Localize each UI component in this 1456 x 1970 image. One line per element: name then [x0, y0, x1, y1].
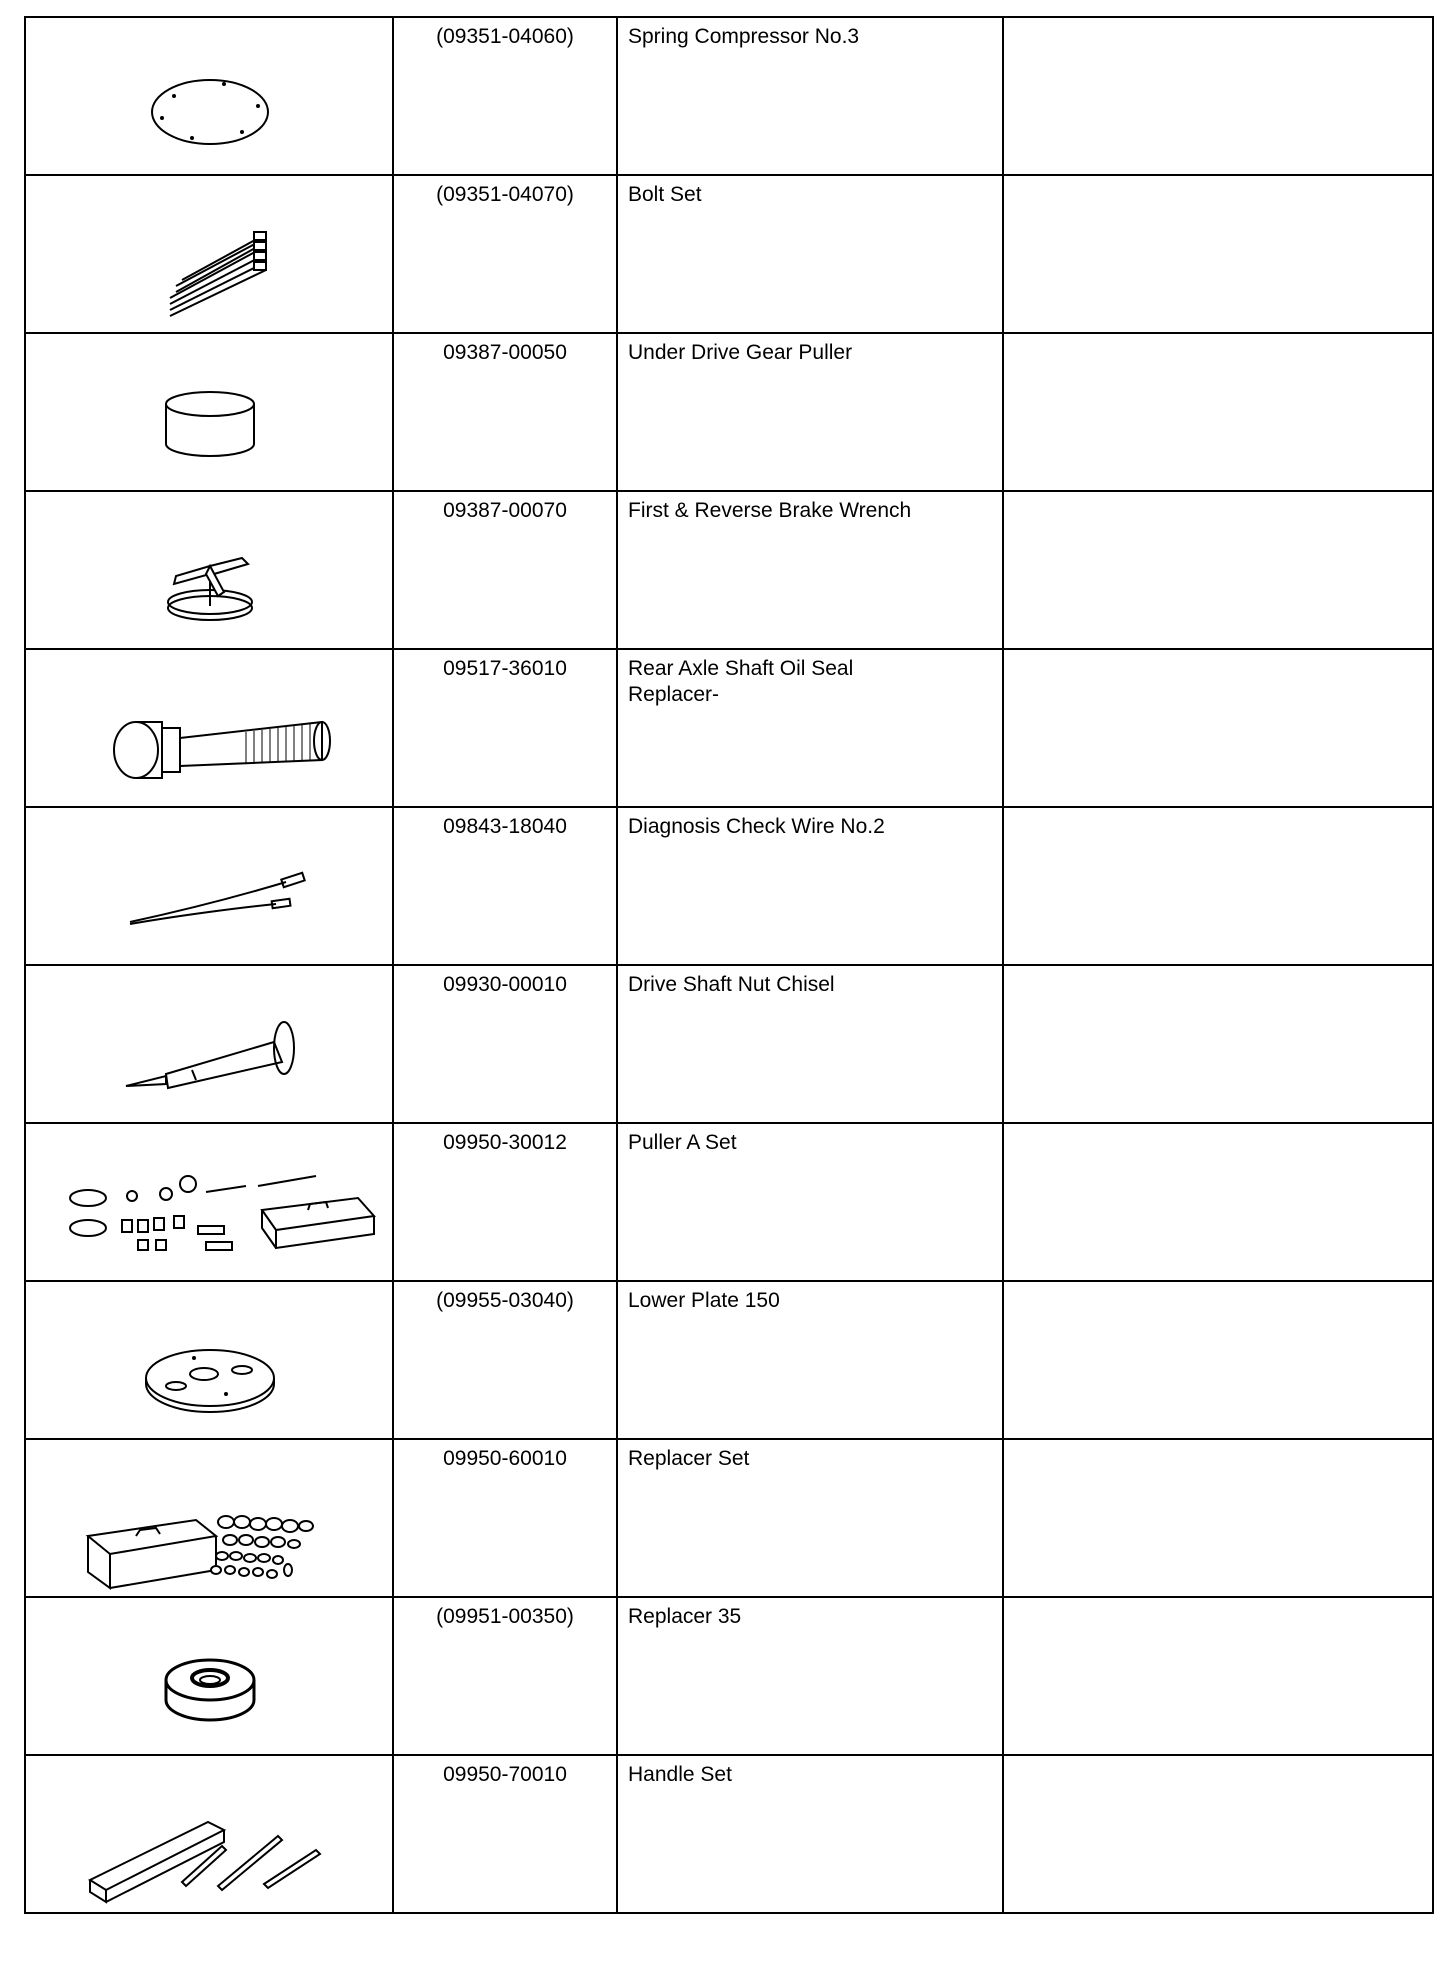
note-cell [1003, 1597, 1433, 1755]
part-number: (09351-04060) [436, 25, 574, 48]
tool-name-cell [617, 491, 1003, 649]
tool-name: First & Reverse Brake Wrench [628, 499, 912, 522]
part-number: 09950-30012 [443, 1131, 567, 1154]
special-service-tools-table [24, 16, 1434, 1914]
tool-name-cell [617, 175, 1003, 333]
note-cell [1003, 491, 1433, 649]
tool-name-cell [617, 1597, 1003, 1755]
bolt-bundle-icon [26, 176, 392, 336]
tool-name: Puller A Set [628, 1131, 737, 1154]
part-number: 09387-00070 [443, 499, 567, 522]
part-number-cell [393, 333, 617, 491]
table-row [25, 491, 1433, 649]
tool-name-cell [617, 333, 1003, 491]
note-cell [1003, 807, 1433, 965]
tool-name-cell [617, 17, 1003, 175]
note-cell [1003, 1281, 1433, 1439]
illustration-cell [25, 1281, 393, 1439]
tool-name: Drive Shaft Nut Chisel [628, 973, 835, 996]
disc-plate-icon [26, 18, 392, 178]
part-number: 09950-60010 [443, 1447, 567, 1470]
table-row [25, 807, 1433, 965]
tool-name-cell [617, 1281, 1003, 1439]
note-cell [1003, 175, 1433, 333]
tool-name-cell [617, 965, 1003, 1123]
note-cell [1003, 1123, 1433, 1281]
illustration-cell [25, 1755, 393, 1913]
tool-name: Replacer 35 [628, 1605, 742, 1628]
check-wire-icon [26, 808, 392, 968]
illustration-cell [25, 175, 393, 333]
illustration-cell [25, 965, 393, 1123]
table-row [25, 333, 1433, 491]
tool-name-cell [617, 807, 1003, 965]
table-row [25, 649, 1433, 807]
tool-name-cell [617, 1123, 1003, 1281]
tool-name-cell [617, 1755, 1003, 1913]
part-number-cell [393, 17, 617, 175]
handle-set-icon [26, 1756, 392, 1916]
illustration-cell [25, 1597, 393, 1755]
ring-sleeve-icon [26, 334, 392, 494]
note-cell [1003, 649, 1433, 807]
table-row [25, 1597, 1433, 1755]
lower-plate-icon [26, 1282, 392, 1442]
part-number: 09387-00050 [443, 341, 567, 364]
tool-name-cell [617, 1439, 1003, 1597]
table-row [25, 17, 1433, 175]
tool-name: Lower Plate 150 [628, 1289, 780, 1312]
table-row [25, 965, 1433, 1123]
tool-name: Diagnosis Check Wire No.2 [628, 815, 885, 838]
illustration-cell [25, 807, 393, 965]
part-number: (09951-00350) [436, 1605, 574, 1628]
illustration-cell [25, 491, 393, 649]
part-number: 09950-70010 [443, 1763, 567, 1786]
spoke-wrench-icon [26, 492, 392, 652]
note-cell [1003, 965, 1433, 1123]
tool-name: Under Drive Gear Puller [628, 341, 853, 364]
illustration-cell [25, 1439, 393, 1597]
table-row [25, 1439, 1433, 1597]
part-number-cell [393, 1123, 617, 1281]
replacer-disc-icon [26, 1598, 392, 1758]
illustration-cell [25, 17, 393, 175]
table-row [25, 1755, 1433, 1913]
note-cell [1003, 1755, 1433, 1913]
part-number-cell [393, 807, 617, 965]
tool-name: Handle Set [628, 1763, 732, 1786]
table-row [25, 1281, 1433, 1439]
note-cell [1003, 333, 1433, 491]
illustration-cell [25, 649, 393, 807]
part-number: (09955-03040) [436, 1289, 574, 1312]
tool-name: Rear Axle Shaft Oil Seal Replacer- [628, 657, 854, 706]
part-number-cell [393, 649, 617, 807]
part-number: 09930-00010 [443, 973, 567, 996]
part-number-cell [393, 1281, 617, 1439]
note-cell [1003, 1439, 1433, 1597]
puller-kit-icon [26, 1124, 392, 1284]
part-number-cell [393, 1439, 617, 1597]
tool-name-cell [617, 649, 1003, 807]
tool-name: Replacer Set [628, 1447, 750, 1470]
part-number: (09351-04070) [436, 183, 574, 206]
part-number-cell [393, 1755, 617, 1913]
illustration-cell [25, 333, 393, 491]
note-cell [1003, 17, 1433, 175]
tool-name: Spring Compressor No.3 [628, 25, 860, 48]
part-number-cell [393, 1597, 617, 1755]
table-row [25, 175, 1433, 333]
part-number-cell [393, 175, 617, 333]
part-number: 09843-18040 [443, 815, 567, 838]
threaded-replacer-icon [26, 650, 392, 810]
part-number: 09517-36010 [443, 657, 567, 680]
part-number-cell [393, 965, 617, 1123]
illustration-cell [25, 1123, 393, 1281]
part-number-cell [393, 491, 617, 649]
replacer-kit-icon [26, 1440, 392, 1600]
chisel-icon [26, 966, 392, 1126]
table-row [25, 1123, 1433, 1281]
tool-name: Bolt Set [628, 183, 702, 206]
